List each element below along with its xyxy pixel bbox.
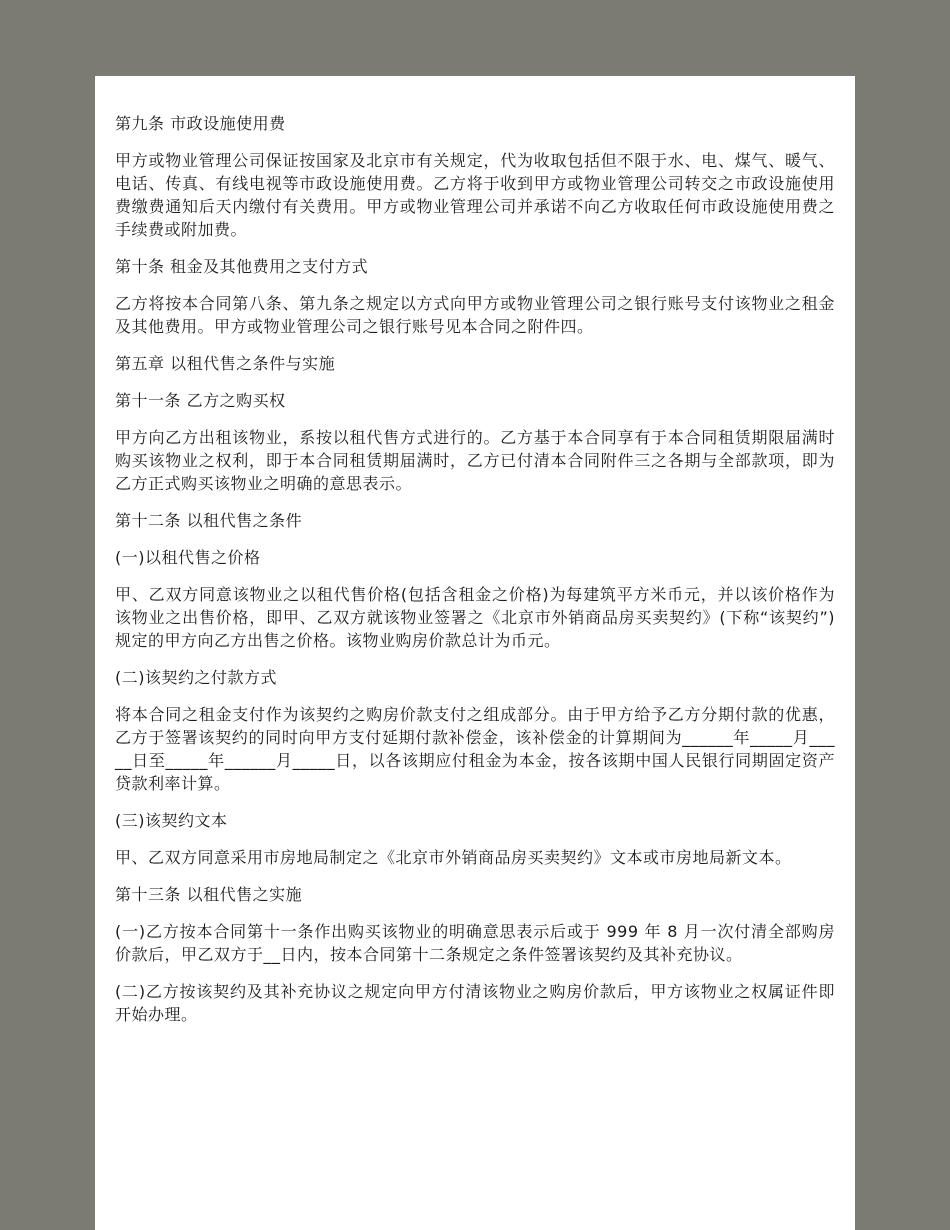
heading-article-12-item-3: (三)该契约文本 — [115, 811, 228, 830]
heading-article-13: 第十三条 以租代售之实施 — [115, 885, 303, 904]
paragraph-article-12-item-1: 甲、乙双方同意该物业之以租代售价格(包括含租金之价格)为每建筑平方米币元，并以该价格作为该物业之出售价格，即甲、乙双方就该物业签署之《北京市外销商品房买卖契约》(下称“该契约”)规定的甲方向乙方出售之价格。该物业购房价款总计为币元。 — [115, 585, 835, 650]
document-page — [95, 76, 855, 1230]
heading-article-12-item-2: (二)该契约之付款方式 — [115, 668, 277, 687]
paragraph-article-12-item-3: 甲、乙双方同意采用市房地局制定之《北京市外销商品房买卖契约》文本或市房地局新文本。 — [115, 848, 792, 867]
contract-text — [95, 76, 855, 1060]
heading-article-12: 第十二条 以租代售之条件 — [115, 511, 303, 530]
paragraph-article-9-body: 甲方或物业管理公司保证按国家及北京市有关规定，代为收取包括但不限于水、电、煤气、暖气、电话、传真、有线电视等市政设施使用费。乙方将于收到甲方或物业管理公司转交之市政设施使用费缴费通知后天内缴付有关费用。甲方或物业管理公司并承诺不向乙方收取任何市政设施使用费之手续费或附加费。 — [115, 151, 835, 239]
paragraph-article-10-body: 乙方将按本合同第八条、第九条之规定以方式向甲方或物业管理公司之银行账号支付该物业之租金及其他费用。甲方或物业管理公司之银行账号见本合同之附件四。 — [115, 294, 835, 336]
heading-article-9: 第九条 市政设施使用费 — [115, 114, 286, 133]
heading-article-12-item-1: (一)以租代售之价格 — [115, 548, 261, 567]
paragraph-article-12-item-2: 将本合同之租金支付作为该契约之购房价款支付之组成部分。由于甲方给予乙方分期付款的优惠，乙方于签署该契约的同时向甲方支付延期付款补偿金，该补偿金的计算期间为______年_____月_____日至_____年______月_____日，以各该期应付租金为本金，按各该期中国人民银行同期固定资产贷款利率计算。 — [115, 705, 835, 793]
paragraph-article-13-item-2: (二)乙方按该契约及其补充协议之规定向甲方付清该物业之购房价款后，甲方该物业之权属证件即开始办理。 — [115, 982, 835, 1024]
heading-article-11: 第十一条 乙方之购买权 — [115, 391, 286, 410]
heading-article-10: 第十条 租金及其他费用之支付方式 — [115, 257, 369, 276]
heading-chapter-5: 第五章 以租代售之条件与实施 — [115, 354, 336, 373]
paragraph-article-13-item-1: (一)乙方按本合同第十一条作出购买该物业的明确意思表示后或于 999 年 8 月一次付清全部购房价款后，甲乙双方于__日内，按本合同第十二条规定之条件签署该契约及其补充协议。 — [115, 922, 835, 964]
paragraph-article-11-body: 甲方向乙方出租该物业，系按以租代售方式进行的。乙方基于本合同享有于本合同租赁期限届满时购买该物业之权利，即于本合同租赁期届满时，乙方已付清本合同附件三之各期与全部款项，即为乙方正式购买该物业之明确的意思表示。 — [115, 428, 835, 493]
